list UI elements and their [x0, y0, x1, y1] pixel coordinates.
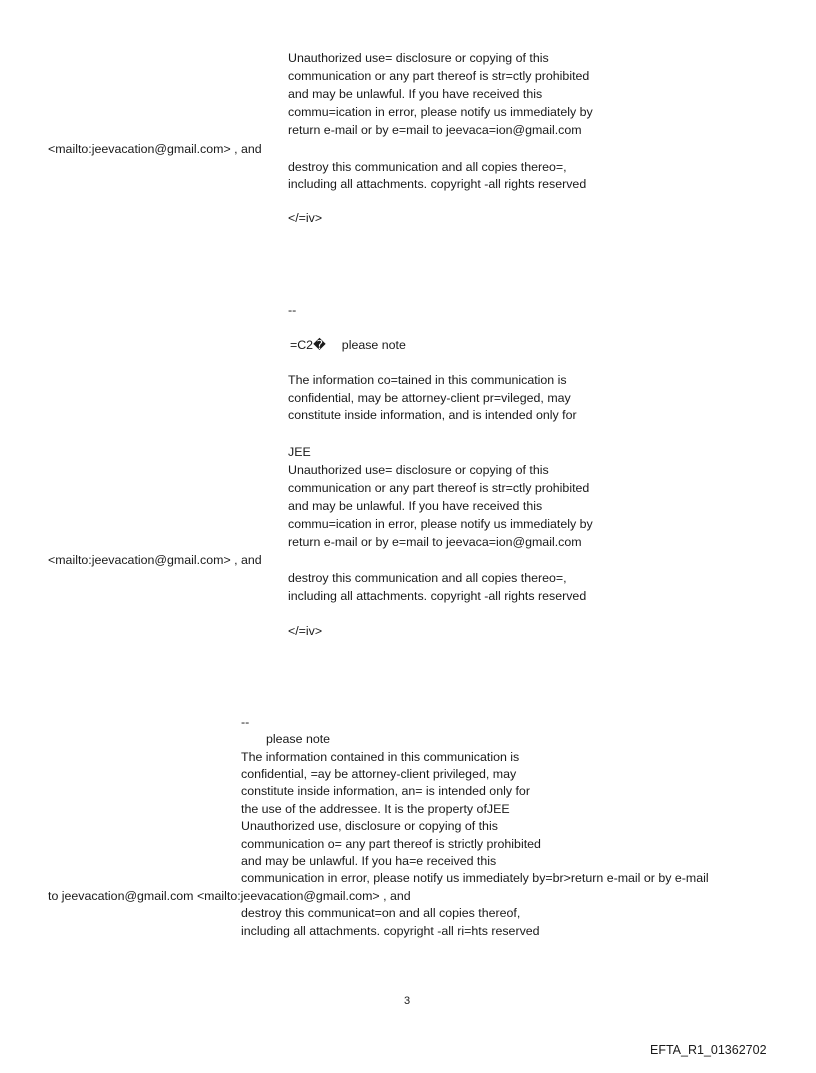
- document-id: EFTA_R1_01362702: [650, 1043, 767, 1057]
- block1-line-5: return e-mail or by e=mail to jeevaca=ion@gmail.com: [288, 123, 582, 137]
- replacement-glyph-icon: �: [313, 338, 326, 352]
- block2-destroy-1: destroy this communication and all copies thereo=,: [288, 571, 567, 585]
- block1-mailto: <mailto:jeevacation@gmail.com> , and: [48, 142, 262, 156]
- block3-line-3: constitute inside information, an= is intended only for: [241, 784, 530, 798]
- block3-line-1: The information contained in this communication is: [241, 750, 520, 764]
- block3-line-7: and may be unlawful. If you ha=e received this: [241, 854, 497, 868]
- block1-destroy-1: destroy this communication and all copies thereo=,: [288, 160, 567, 174]
- block2-separator: --: [288, 303, 297, 317]
- block1-line-3: and may be unlawful. If you have received this: [288, 87, 543, 101]
- block2-line-5: return e-mail or by e=mail to jeevaca=ion@gmail.com: [288, 535, 582, 549]
- block2-mailto: <mailto:jeevacation@gmail.com> , and: [48, 553, 262, 567]
- block3-destroy-2: including all attachments. copyright -all ri=hts reserved: [241, 924, 540, 938]
- block2-info-1: The information co=tained in this communication is: [288, 373, 567, 387]
- block2-line-3: and may be unlawful. If you have received this: [288, 499, 543, 513]
- block3-line-6: communication o= any part thereof is strictly prohibited: [241, 837, 541, 851]
- block3-line-2: confidential, =ay be attorney-client privileged, may: [241, 767, 517, 781]
- block2-destroy-2: including all attachments. copyright -all rights reserved: [288, 589, 587, 603]
- block2-line-2: communication or any part thereof is str=ctly prohibited: [288, 481, 590, 495]
- block1-line-4: commu=ication in error, please notify us immediately by: [288, 105, 593, 119]
- block2-jee: JEE: [288, 445, 311, 459]
- block1-closing-tag: </=iv>: [288, 211, 323, 225]
- block1-destroy-2: including all attachments. copyright -all rights reserved: [288, 177, 587, 191]
- block3-to-line: to jeevacation@gmail.com <mailto:jeevacation@gmail.com> , and: [48, 889, 411, 903]
- block3-header: please note: [266, 732, 331, 746]
- block2-header-text: please note: [341, 338, 406, 352]
- block2-line-4: commu=ication in error, please notify us immediately by: [288, 517, 593, 531]
- block2-info-3: constitute inside information, and is intended only for: [288, 408, 577, 422]
- page-number: 3: [404, 995, 411, 1007]
- block3-line-8: communication in error, please notify us immediately by=br>return e-mail or by e-mail: [241, 871, 709, 885]
- block2-closing-tag: </=iv>: [288, 624, 323, 638]
- block3-line-5: Unauthorized use, disclosure or copying of this: [241, 819, 498, 833]
- block2-line-1: Unauthorized use= disclosure or copying of this: [288, 463, 549, 477]
- block1-line-1: Unauthorized use= disclosure or copying of this: [288, 51, 549, 65]
- block3-separator: --: [241, 715, 250, 729]
- block3-line-4: the use of the addressee. It is the property ofJEE: [241, 802, 510, 816]
- block2-header: [290, 336, 406, 354]
- block3-destroy-1: destroy this communicat=on and all copies thereof,: [241, 906, 521, 920]
- block2-info-2: confidential, may be attorney-client pr=vileged, may: [288, 391, 571, 405]
- block2-header-prefix: =C2: [290, 338, 314, 352]
- block1-line-2: communication or any part thereof is str=ctly prohibited: [288, 69, 590, 83]
